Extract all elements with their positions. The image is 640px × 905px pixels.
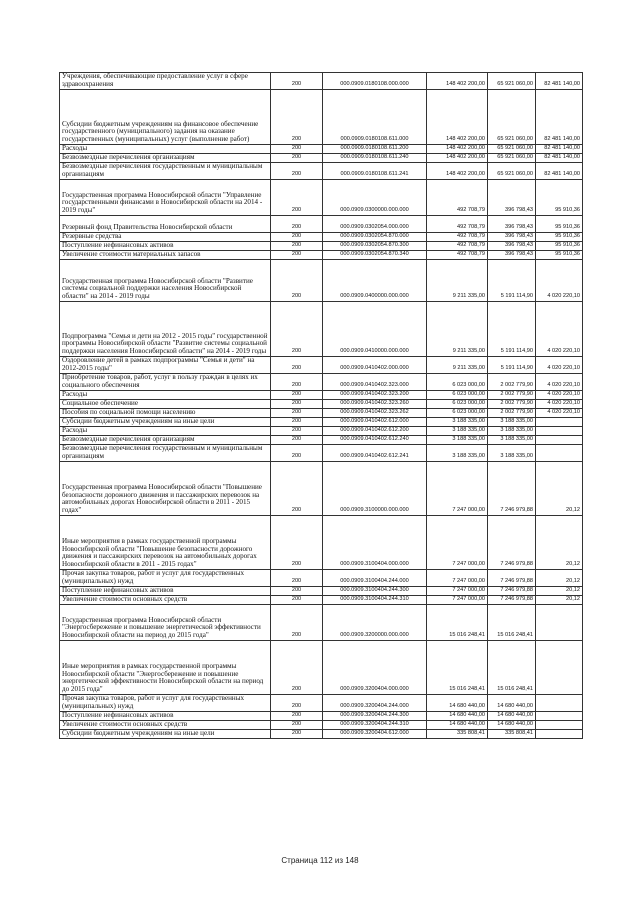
row-executed-cell: 2 002 779,90 [488,400,536,409]
row-executed-cell: 3 188 335,00 [488,445,536,462]
row-name-cell: Учреждения, обеспечивающие предоставление услуг в сфере здравоохранения [60,73,271,90]
row-name-cell: Безвозмездные перечисления организациям [60,154,271,163]
row-code-cell: 200 [271,418,323,427]
row-name-cell: Безвозмездные перечисления государственным и муниципальным организациям [60,163,271,180]
table-row [60,242,583,251]
row-planned-cell: 6 023 000,00 [427,374,488,391]
row-executed-cell: 14 680 440,00 [488,721,536,730]
row-code-cell: 200 [271,216,323,233]
table-row [60,90,583,145]
row-code-cell: 200 [271,145,323,154]
row-code-cell: 200 [271,357,323,374]
row-code-cell: 200 [271,570,323,587]
row-kcsr-cell: 000.0909.0410402.323.000 [323,374,427,391]
table-row [60,427,583,436]
budget-table [59,72,583,739]
row-planned-cell: 9 211 335,00 [427,302,488,357]
row-remaining-cell: 95 910,36 [536,180,583,216]
row-code-cell: 200 [271,154,323,163]
row-code-cell: 200 [271,462,323,516]
row-kcsr-cell: 000.0909.3100404.244.300 [323,587,427,596]
row-kcsr-cell: 000.0909.3200404.000.000 [323,641,427,695]
row-remaining-cell: 4 020 220,10 [536,374,583,391]
row-kcsr-cell: 000.0909.0410402.612.000 [323,418,427,427]
row-code-cell: 200 [271,73,323,90]
row-remaining-cell [536,427,583,436]
table-row [60,570,583,587]
row-code-cell: 200 [271,712,323,721]
table-row [60,596,583,605]
row-code-cell: 200 [271,641,323,695]
row-planned-cell: 6 023 000,00 [427,409,488,418]
row-name-cell: Поступление нефинансовых активов [60,712,271,721]
row-planned-cell: 148 402 200,00 [427,73,488,90]
row-remaining-cell: 4 020 220,10 [536,391,583,400]
row-code-cell: 200 [271,427,323,436]
table-row [60,587,583,596]
row-executed-cell: 5 191 114,90 [488,260,536,302]
row-executed-cell: 2 002 779,90 [488,409,536,418]
row-code-cell: 200 [271,374,323,391]
row-name-cell: Пособия по социальной помощи населению [60,409,271,418]
row-remaining-cell: 20,12 [536,570,583,587]
row-remaining-cell: 95 910,36 [536,233,583,242]
row-executed-cell: 65 921 060,00 [488,73,536,90]
row-kcsr-cell: 000.0909.3100404.000.000 [323,516,427,570]
row-kcsr-cell: 000.0909.0410402.323.260 [323,400,427,409]
row-code-cell: 200 [271,409,323,418]
row-executed-cell: 7 246 979,88 [488,516,536,570]
row-code-cell: 200 [271,260,323,302]
row-planned-cell: 14 680 440,00 [427,695,488,712]
row-planned-cell: 15 016 248,41 [427,605,488,641]
row-remaining-cell: 82 481 140,00 [536,154,583,163]
row-remaining-cell: 82 481 140,00 [536,145,583,154]
table-row [60,374,583,391]
row-name-cell: Безвозмездные перечисления организациям [60,436,271,445]
row-planned-cell: 492 708,79 [427,233,488,242]
row-name-cell: Резервные средства [60,233,271,242]
row-name-cell: Социальное обеспечение [60,400,271,409]
row-planned-cell: 492 708,79 [427,242,488,251]
row-code-cell: 200 [271,302,323,357]
row-name-cell: Безвозмездные перечисления государственным и муниципальным организациям [60,445,271,462]
row-executed-cell: 65 921 060,00 [488,163,536,180]
row-remaining-cell [536,641,583,695]
row-name-cell: Государственная программа Новосибирской области "Повышение безопасности дорожного движения и пассажирских перевозок на автомобильных дорогах Новосибирской области в 2011 - 2015 годах" [60,462,271,516]
row-name-cell: Увеличение стоимости материальных запасов [60,251,271,260]
row-planned-cell: 3 188 335,00 [427,445,488,462]
row-name-cell: Субсидии бюджетным учреждениям на иные цели [60,418,271,427]
row-code-cell: 200 [271,721,323,730]
row-executed-cell: 2 002 779,90 [488,374,536,391]
row-planned-cell: 7 247 000,00 [427,462,488,516]
table-row [60,695,583,712]
table-row [60,409,583,418]
row-kcsr-cell: 000.0909.0302054.870.340 [323,251,427,260]
row-code-cell: 200 [271,730,323,739]
row-kcsr-cell: 000.0909.3100404.244.000 [323,570,427,587]
row-executed-cell: 396 798,43 [488,216,536,233]
row-kcsr-cell: 000.0909.3200404.244.300 [323,712,427,721]
table-row [60,400,583,409]
row-planned-cell: 492 708,79 [427,180,488,216]
row-planned-cell: 7 247 000,00 [427,516,488,570]
row-remaining-cell [536,695,583,712]
row-kcsr-cell: 000.0909.3200404.244.000 [323,695,427,712]
row-name-cell: Субсидии бюджетным учреждениям на иные цели [60,730,271,739]
row-code-cell: 200 [271,391,323,400]
row-code-cell: 200 [271,163,323,180]
row-kcsr-cell: 000.0909.0410402.612.200 [323,427,427,436]
table-row [60,260,583,302]
row-planned-cell: 492 708,79 [427,216,488,233]
row-remaining-cell: 20,12 [536,462,583,516]
row-kcsr-cell: 000.0909.0410402.323.200 [323,391,427,400]
row-executed-cell: 65 921 060,00 [488,145,536,154]
row-executed-cell: 396 798,43 [488,242,536,251]
row-remaining-cell: 82 481 140,00 [536,163,583,180]
row-remaining-cell: 20,12 [536,516,583,570]
row-executed-cell: 7 246 979,88 [488,596,536,605]
row-executed-cell: 396 798,43 [488,180,536,216]
row-remaining-cell [536,605,583,641]
row-kcsr-cell: 000.0909.0400000.000.000 [323,260,427,302]
row-executed-cell: 14 680 440,00 [488,712,536,721]
row-executed-cell: 396 798,43 [488,233,536,242]
row-executed-cell: 15 016 248,41 [488,641,536,695]
row-executed-cell: 3 188 335,00 [488,418,536,427]
row-code-cell: 200 [271,587,323,596]
row-planned-cell: 14 680 440,00 [427,721,488,730]
row-kcsr-cell: 000.0909.0410402.612.241 [323,445,427,462]
row-remaining-cell: 4 020 220,10 [536,409,583,418]
row-kcsr-cell: 000.0909.0302054.870.000 [323,233,427,242]
table-row [60,436,583,445]
row-kcsr-cell: 000.0909.3200000.000.000 [323,605,427,641]
row-planned-cell: 148 402 200,00 [427,154,488,163]
row-planned-cell: 492 708,79 [427,251,488,260]
row-remaining-cell: 4 020 220,10 [536,357,583,374]
table-row [60,605,583,641]
row-executed-cell: 3 188 335,00 [488,427,536,436]
row-remaining-cell [536,436,583,445]
row-name-cell: Увеличение стоимости основных средств [60,596,271,605]
row-planned-cell: 7 247 000,00 [427,587,488,596]
row-code-cell: 200 [271,445,323,462]
row-remaining-cell: 4 020 220,10 [536,400,583,409]
row-planned-cell: 148 402 200,00 [427,163,488,180]
table-row [60,216,583,233]
row-planned-cell: 3 188 335,00 [427,427,488,436]
row-kcsr-cell: 000.0909.3100404.244.310 [323,596,427,605]
row-kcsr-cell: 000.0909.0410402.323.262 [323,409,427,418]
table-row [60,712,583,721]
page-footer: Страница 112 из 148 [281,856,359,865]
row-kcsr-cell: 000.0909.0180108.611.240 [323,154,427,163]
row-executed-cell: 396 798,43 [488,251,536,260]
row-name-cell: Иные мероприятия в рамках государственной программы Новосибирской области "Повышение безопасности дорожного движения и пассажирских перевозок на автомобильных дорогах Новосибирской области в 2011 - 2015 годах" [60,516,271,570]
row-name-cell: Оздоровление детей в рамках подпрограммы "Семья и дети" на 2012-2015 годы" [60,357,271,374]
row-code-cell: 200 [271,596,323,605]
row-remaining-cell [536,730,583,739]
row-name-cell: Государственная программа Новосибирской области "Энергосбережение и повышение энергетической эффективности Новосибирской области на период до 2015 года" [60,605,271,641]
row-remaining-cell: 4 020 220,10 [536,260,583,302]
table-row [60,462,583,516]
row-name-cell: Резервный фонд Правительства Новосибирской области [60,216,271,233]
row-executed-cell: 65 921 060,00 [488,90,536,145]
row-planned-cell: 3 188 335,00 [427,418,488,427]
row-code-cell: 200 [271,400,323,409]
row-kcsr-cell: 000.0909.3200404.612.000 [323,730,427,739]
row-name-cell: Прочая закупка товаров, работ и услуг для государственных (муниципальных) нужд [60,570,271,587]
row-planned-cell: 9 211 335,00 [427,357,488,374]
row-executed-cell: 2 002 779,90 [488,391,536,400]
row-code-cell: 200 [271,605,323,641]
table-row [60,357,583,374]
row-kcsr-cell: 000.0909.0410402.000.000 [323,357,427,374]
row-name-cell: Приобретение товаров, работ, услуг в пользу граждан в целях их социального обеспечения [60,374,271,391]
row-remaining-cell: 82 481 140,00 [536,90,583,145]
row-kcsr-cell: 000.0909.0180108.611.000 [323,90,427,145]
table-row [60,145,583,154]
row-planned-cell: 6 023 000,00 [427,391,488,400]
row-planned-cell: 148 402 200,00 [427,90,488,145]
row-kcsr-cell: 000.0909.0180108.611.241 [323,163,427,180]
row-name-cell: Прочая закупка товаров, работ и услуг для государственных (муниципальных) нужд [60,695,271,712]
row-kcsr-cell: 000.0909.0302054.000.000 [323,216,427,233]
table-row [60,302,583,357]
row-remaining-cell: 95 910,36 [536,242,583,251]
row-code-cell: 200 [271,516,323,570]
table-row [60,73,583,90]
row-executed-cell: 14 680 440,00 [488,695,536,712]
row-remaining-cell [536,418,583,427]
row-kcsr-cell: 000.0909.0302054.870.300 [323,242,427,251]
table-row [60,154,583,163]
row-remaining-cell: 95 910,36 [536,216,583,233]
row-planned-cell: 6 023 000,00 [427,400,488,409]
row-planned-cell: 7 247 000,00 [427,596,488,605]
table-row [60,730,583,739]
row-name-cell: Иные мероприятия в рамках государственной программы Новосибирской области "Энергосбережение и повышение энергетической эффективности Новосибирской области на период до 2015 года" [60,641,271,695]
table-row [60,721,583,730]
row-code-cell: 200 [271,436,323,445]
table-row [60,180,583,216]
table-row [60,251,583,260]
row-code-cell: 200 [271,251,323,260]
row-kcsr-cell: 000.0909.0180108.611.200 [323,145,427,154]
table-row [60,391,583,400]
row-kcsr-cell: 000.0909.0300000.000.000 [323,180,427,216]
table-row [60,516,583,570]
row-executed-cell: 3 188 335,00 [488,436,536,445]
row-name-cell: Увеличение стоимости основных средств [60,721,271,730]
row-name-cell: Государственная программа Новосибирской области "Развитие системы социальной поддержки населения Новосибирской области" на 2014 - 2019 годы [60,260,271,302]
row-planned-cell: 335 808,41 [427,730,488,739]
row-planned-cell: 7 247 000,00 [427,570,488,587]
row-kcsr-cell: 000.0909.3100000.000.000 [323,462,427,516]
row-kcsr-cell: 000.0909.0410000.000.000 [323,302,427,357]
row-code-cell: 200 [271,233,323,242]
row-code-cell: 200 [271,180,323,216]
row-remaining-cell: 95 910,36 [536,251,583,260]
row-planned-cell: 9 211 335,00 [427,260,488,302]
row-executed-cell: 7 246 979,88 [488,570,536,587]
row-remaining-cell: 20,12 [536,587,583,596]
row-executed-cell: 65 921 060,00 [488,154,536,163]
row-kcsr-cell: 000.0909.0180108.000.000 [323,73,427,90]
table-row [60,163,583,180]
row-remaining-cell [536,721,583,730]
row-code-cell: 200 [271,90,323,145]
row-planned-cell: 15 016 248,41 [427,641,488,695]
row-name-cell: Подпрограмма "Семья и дети на 2012 - 2015 годы" государственной программы Новосибирской области "Развитие системы социальной поддержки населения Новосибирской области" на 2014 - 2019 годы [60,302,271,357]
row-name-cell: Поступление нефинансовых активов [60,587,271,596]
row-name-cell: Государственная программа Новосибирской области "Управление государственными финансами в Новосибирской области на 2014 - 2019 годы" [60,180,271,216]
table-row [60,641,583,695]
row-name-cell: Расходы [60,427,271,436]
row-executed-cell: 7 246 979,88 [488,587,536,596]
row-name-cell: Субсидии бюджетным учреждениям на финансовое обеспечение государственного (муниципального) задания на оказание государственных (муниципальных) услуг (выполнение работ) [60,90,271,145]
row-kcsr-cell: 000.0909.3200404.244.310 [323,721,427,730]
row-remaining-cell: 20,12 [536,596,583,605]
row-executed-cell: 7 246 979,88 [488,462,536,516]
row-executed-cell: 15 016 248,41 [488,605,536,641]
row-name-cell: Расходы [60,145,271,154]
row-planned-cell: 148 402 200,00 [427,145,488,154]
budget-table-body [60,73,583,739]
row-kcsr-cell: 000.0909.0410402.612.240 [323,436,427,445]
row-code-cell: 200 [271,242,323,251]
row-remaining-cell: 82 481 140,00 [536,73,583,90]
row-code-cell: 200 [271,695,323,712]
row-planned-cell: 14 680 440,00 [427,712,488,721]
table-row [60,445,583,462]
row-remaining-cell [536,445,583,462]
row-executed-cell: 5 191 114,90 [488,357,536,374]
row-name-cell: Расходы [60,391,271,400]
row-remaining-cell: 4 020 220,10 [536,302,583,357]
row-executed-cell: 335 808,41 [488,730,536,739]
table-row [60,418,583,427]
table-row [60,233,583,242]
row-planned-cell: 3 188 335,00 [427,436,488,445]
row-remaining-cell [536,712,583,721]
row-executed-cell: 5 191 114,90 [488,302,536,357]
row-name-cell: Поступление нефинансовых активов [60,242,271,251]
